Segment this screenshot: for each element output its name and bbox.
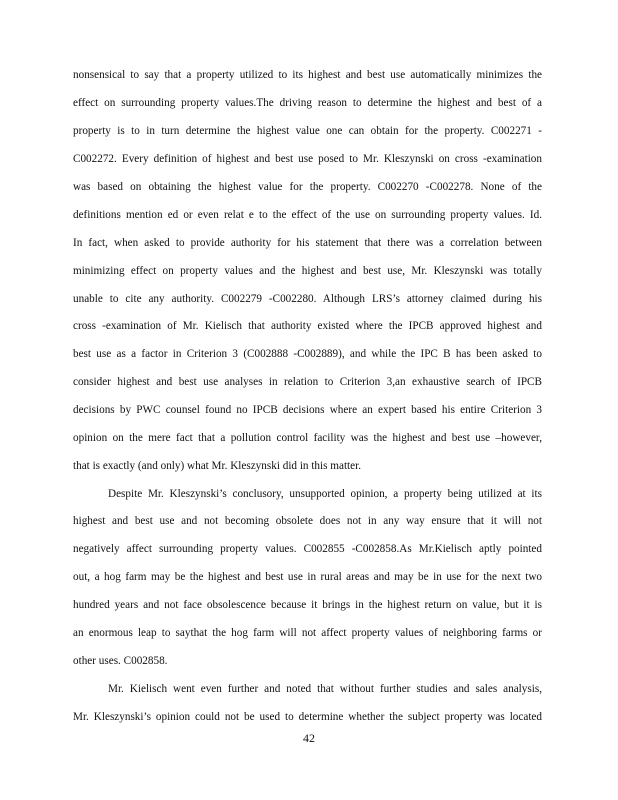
text-line: effect on surrounding property values.The driving reason to determine the highest and best of a [73,97,542,109]
text-line: opinion on the mere fact that a pollution control facility was the highest and best use –however, [73,432,542,444]
text-line: hundred years and not face obsolescence because it brings in the highest return on value, but it is [73,599,542,611]
text-line: minimizing effect on property values and the highest and best use, Mr. Kleszynski was totally [73,265,542,277]
text-line: decisions by PWC counsel found no IPCB decisions where an expert based his entire Criterion 3 [73,404,542,416]
text-line: highest and best use and not becoming obsolete does not in any way ensure that it will not [73,515,542,527]
text-line: an enormous leap to saythat the hog farm will not affect property values of neighboring farms or [73,627,542,639]
page-number: 42 [303,731,315,745]
text-line: C002272. Every definition of highest and best use posed to Mr. Kleszynski on cross -examination [73,153,542,165]
text-line: In fact, when asked to provide authority for his statement that there was a correlation between [73,237,542,249]
text-line: Mr. Kielisch went even further and noted that without further studies and sales analysis, [108,683,542,695]
text-line: negatively affect surrounding property values. C002855 -C002858.As Mr.Kielisch aptly pointed [73,543,542,555]
text-line: unable to cite any authority. C002279 -C002280. Although LRS’s attorney claimed during his [73,293,542,305]
text-line: was based on obtaining the highest value for the property. C002270 -C002278. None of the [73,181,542,193]
text-line: best use as a factor in Criterion 3 (C002888 -C002889), and while the IPC B has been asked to [73,348,542,360]
text-line: cross -examination of Mr. Kielisch that authority existed where the IPCB approved highest and [73,320,542,332]
text-line: other uses. C002858. [73,655,168,667]
text-line: Despite Mr. Kleszynski’s conclusory, unsupported opinion, a property being utilized at its [108,488,542,500]
text-line: consider highest and best use analyses in relation to Criterion 3,an exhaustive search of IPCB [73,376,542,388]
text-line: nonsensical to say that a property utilized to its highest and best use automatically minimizes the [73,69,542,81]
text-line: that is exactly (and only) what Mr. Kleszynski did in this matter. [73,460,362,472]
text-line: property is to in turn determine the highest value one can obtain for the property. C002271 - [73,125,542,137]
text-line: out, a hog farm may be the highest and best use in rural areas and may be in use for the next two [73,571,542,583]
text-line: Mr. Kleszynski’s opinion could not be used to determine whether the subject property was located [73,711,542,723]
text-line: definitions mention ed or even relat e to the effect of the use on surrounding property values. Id. [73,209,542,221]
